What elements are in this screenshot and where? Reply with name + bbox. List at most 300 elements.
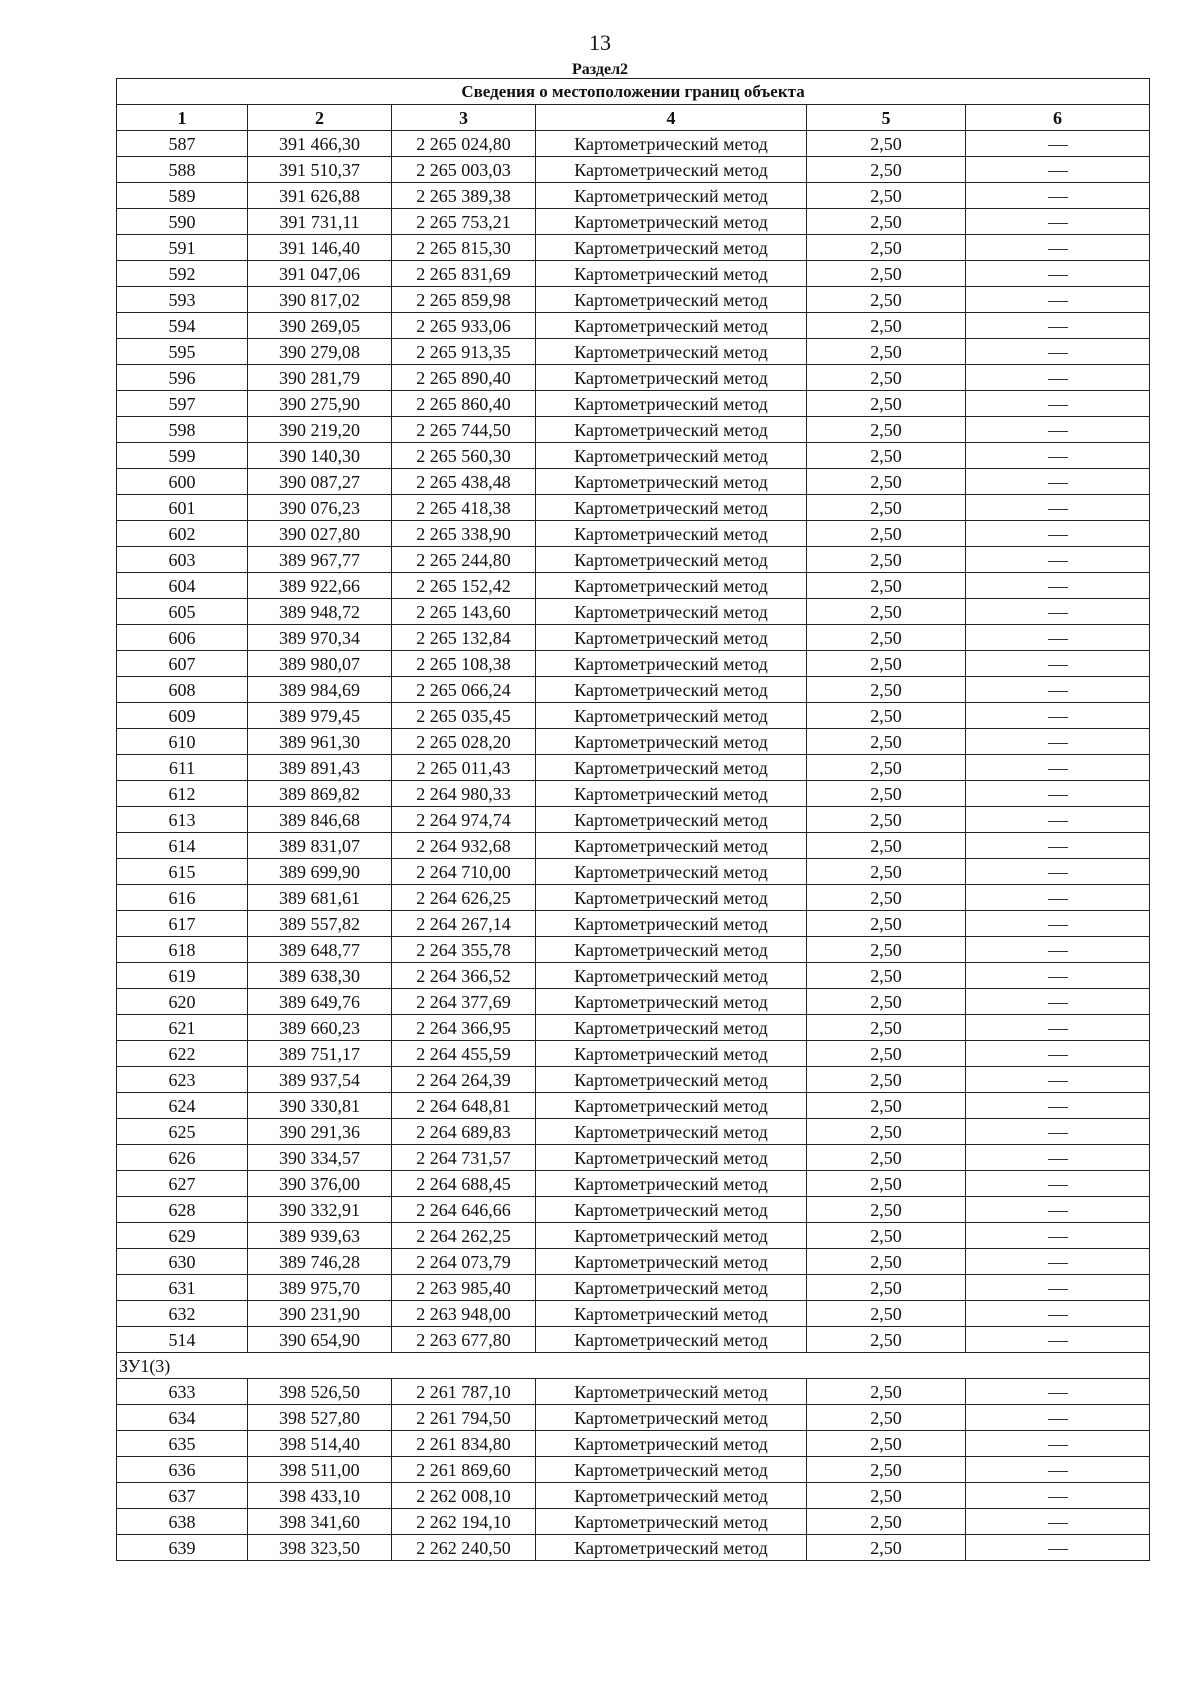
description-cell bbox=[966, 859, 1150, 885]
point-number-cell: 635 bbox=[117, 1431, 248, 1457]
table-row bbox=[117, 1119, 1150, 1145]
accuracy-cell: 2,50 bbox=[807, 963, 966, 989]
x-coordinate-cell: 398 511,00 bbox=[248, 1457, 392, 1483]
column-number-row bbox=[117, 105, 1150, 131]
point-number-cell: 615 bbox=[117, 859, 248, 885]
table-row bbox=[117, 261, 1150, 287]
table-row bbox=[117, 469, 1150, 495]
dash-icon bbox=[1048, 847, 1068, 848]
y-coordinate-cell: 2 264 455,59 bbox=[392, 1041, 536, 1067]
description-cell bbox=[966, 157, 1150, 183]
description-cell bbox=[966, 547, 1150, 573]
dash-icon bbox=[1048, 561, 1068, 562]
method-cell: Картометрический метод bbox=[536, 1535, 807, 1561]
y-coordinate-cell: 2 264 267,14 bbox=[392, 911, 536, 937]
accuracy-cell: 2,50 bbox=[807, 417, 966, 443]
table-row bbox=[117, 937, 1150, 963]
x-coordinate-cell: 389 961,30 bbox=[248, 729, 392, 755]
point-number-cell: 612 bbox=[117, 781, 248, 807]
dash-icon bbox=[1048, 1419, 1068, 1420]
x-coordinate-cell: 390 027,80 bbox=[248, 521, 392, 547]
y-coordinate-cell: 2 265 831,69 bbox=[392, 261, 536, 287]
dash-icon bbox=[1048, 171, 1068, 172]
y-coordinate-cell: 2 264 932,68 bbox=[392, 833, 536, 859]
method-cell: Картометрический метод bbox=[536, 313, 807, 339]
table-row bbox=[117, 1249, 1150, 1275]
point-number-cell: 609 bbox=[117, 703, 248, 729]
point-number-cell: 610 bbox=[117, 729, 248, 755]
method-cell: Картометрический метод bbox=[536, 885, 807, 911]
table-row bbox=[117, 599, 1150, 625]
accuracy-cell: 2,50 bbox=[807, 1405, 966, 1431]
method-cell: Картометрический метод bbox=[536, 1223, 807, 1249]
x-coordinate-cell: 389 699,90 bbox=[248, 859, 392, 885]
table-row bbox=[117, 859, 1150, 885]
dash-icon bbox=[1048, 1211, 1068, 1212]
table-row bbox=[117, 781, 1150, 807]
y-coordinate-cell: 2 265 108,38 bbox=[392, 651, 536, 677]
method-cell: Картометрический метод bbox=[536, 937, 807, 963]
point-number-cell: 598 bbox=[117, 417, 248, 443]
method-cell: Картометрический метод bbox=[536, 625, 807, 651]
method-cell: Картометрический метод bbox=[536, 755, 807, 781]
x-coordinate-cell: 390 376,00 bbox=[248, 1171, 392, 1197]
table-row bbox=[117, 625, 1150, 651]
table-row bbox=[117, 911, 1150, 937]
method-cell: Картометрический метод bbox=[536, 339, 807, 365]
accuracy-cell: 2,50 bbox=[807, 131, 966, 157]
dash-icon bbox=[1048, 145, 1068, 146]
table-row bbox=[117, 209, 1150, 235]
method-cell: Картометрический метод bbox=[536, 1041, 807, 1067]
table-row bbox=[117, 1483, 1150, 1509]
y-coordinate-cell: 2 264 073,79 bbox=[392, 1249, 536, 1275]
dash-icon bbox=[1048, 1523, 1068, 1524]
accuracy-cell: 2,50 bbox=[807, 365, 966, 391]
y-coordinate-cell: 2 265 753,21 bbox=[392, 209, 536, 235]
description-cell bbox=[966, 911, 1150, 937]
y-coordinate-cell: 2 265 860,40 bbox=[392, 391, 536, 417]
accuracy-cell: 2,50 bbox=[807, 1379, 966, 1405]
point-number-cell: 623 bbox=[117, 1067, 248, 1093]
y-coordinate-cell: 2 265 560,30 bbox=[392, 443, 536, 469]
point-number-cell: 630 bbox=[117, 1249, 248, 1275]
description-cell bbox=[966, 209, 1150, 235]
x-coordinate-cell: 390 332,91 bbox=[248, 1197, 392, 1223]
point-number-cell: 633 bbox=[117, 1379, 248, 1405]
dash-icon bbox=[1048, 1341, 1068, 1342]
description-cell bbox=[966, 1015, 1150, 1041]
accuracy-cell: 2,50 bbox=[807, 1067, 966, 1093]
point-number-cell: 590 bbox=[117, 209, 248, 235]
dash-icon bbox=[1048, 1471, 1068, 1472]
description-cell bbox=[966, 417, 1150, 443]
method-cell: Картометрический метод bbox=[536, 807, 807, 833]
description-cell bbox=[966, 1223, 1150, 1249]
method-cell: Картометрический метод bbox=[536, 599, 807, 625]
group-label: ЗУ1(3) bbox=[117, 1353, 1150, 1379]
x-coordinate-cell: 391 047,06 bbox=[248, 261, 392, 287]
point-number-cell: 631 bbox=[117, 1275, 248, 1301]
table-row bbox=[117, 1535, 1150, 1561]
table-row bbox=[117, 651, 1150, 677]
method-cell: Картометрический метод bbox=[536, 703, 807, 729]
x-coordinate-cell: 398 514,40 bbox=[248, 1431, 392, 1457]
dash-icon bbox=[1048, 1289, 1068, 1290]
y-coordinate-cell: 2 264 710,00 bbox=[392, 859, 536, 885]
accuracy-cell: 2,50 bbox=[807, 677, 966, 703]
description-cell bbox=[966, 1249, 1150, 1275]
table-row bbox=[117, 1405, 1150, 1431]
description-cell bbox=[966, 131, 1150, 157]
group-row bbox=[117, 1353, 1150, 1379]
description-cell bbox=[966, 1197, 1150, 1223]
x-coordinate-cell: 390 219,20 bbox=[248, 417, 392, 443]
description-cell bbox=[966, 521, 1150, 547]
dash-icon bbox=[1048, 587, 1068, 588]
point-number-cell: 600 bbox=[117, 469, 248, 495]
dash-icon bbox=[1048, 665, 1068, 666]
description-cell bbox=[966, 625, 1150, 651]
table-title: Сведения о местоположении границ объекта bbox=[117, 79, 1150, 105]
accuracy-cell: 2,50 bbox=[807, 235, 966, 261]
point-number-cell: 606 bbox=[117, 625, 248, 651]
x-coordinate-cell: 389 948,72 bbox=[248, 599, 392, 625]
method-cell: Картометрический метод bbox=[536, 235, 807, 261]
table-row bbox=[117, 417, 1150, 443]
x-coordinate-cell: 389 970,34 bbox=[248, 625, 392, 651]
point-number-cell: 613 bbox=[117, 807, 248, 833]
accuracy-cell: 2,50 bbox=[807, 833, 966, 859]
table-row bbox=[117, 729, 1150, 755]
x-coordinate-cell: 390 817,02 bbox=[248, 287, 392, 313]
y-coordinate-cell: 2 261 834,80 bbox=[392, 1431, 536, 1457]
x-coordinate-cell: 389 660,23 bbox=[248, 1015, 392, 1041]
table-row bbox=[117, 1093, 1150, 1119]
method-cell: Картометрический метод bbox=[536, 651, 807, 677]
accuracy-cell: 2,50 bbox=[807, 989, 966, 1015]
point-number-cell: 602 bbox=[117, 521, 248, 547]
dash-icon bbox=[1048, 509, 1068, 510]
y-coordinate-cell: 2 263 948,00 bbox=[392, 1301, 536, 1327]
y-coordinate-cell: 2 265 028,20 bbox=[392, 729, 536, 755]
method-cell: Картометрический метод bbox=[536, 1249, 807, 1275]
accuracy-cell: 2,50 bbox=[807, 911, 966, 937]
y-coordinate-cell: 2 264 646,66 bbox=[392, 1197, 536, 1223]
accuracy-cell: 2,50 bbox=[807, 1483, 966, 1509]
y-coordinate-cell: 2 264 355,78 bbox=[392, 937, 536, 963]
dash-icon bbox=[1048, 769, 1068, 770]
accuracy-cell: 2,50 bbox=[807, 1093, 966, 1119]
column-number: 5 bbox=[807, 105, 966, 131]
y-coordinate-cell: 2 264 688,45 bbox=[392, 1171, 536, 1197]
x-coordinate-cell: 389 681,61 bbox=[248, 885, 392, 911]
accuracy-cell: 2,50 bbox=[807, 183, 966, 209]
table-row bbox=[117, 391, 1150, 417]
point-number-cell: 594 bbox=[117, 313, 248, 339]
description-cell bbox=[966, 391, 1150, 417]
x-coordinate-cell: 391 466,30 bbox=[248, 131, 392, 157]
table-row bbox=[117, 833, 1150, 859]
point-number-cell: 616 bbox=[117, 885, 248, 911]
table-row bbox=[117, 547, 1150, 573]
point-number-cell: 593 bbox=[117, 287, 248, 313]
y-coordinate-cell: 2 264 974,74 bbox=[392, 807, 536, 833]
dash-icon bbox=[1048, 1133, 1068, 1134]
table-body bbox=[117, 79, 1150, 1561]
y-coordinate-cell: 2 261 794,50 bbox=[392, 1405, 536, 1431]
y-coordinate-cell: 2 265 003,03 bbox=[392, 157, 536, 183]
accuracy-cell: 2,50 bbox=[807, 651, 966, 677]
accuracy-cell: 2,50 bbox=[807, 209, 966, 235]
accuracy-cell: 2,50 bbox=[807, 729, 966, 755]
accuracy-cell: 2,50 bbox=[807, 1509, 966, 1535]
method-cell: Картометрический метод bbox=[536, 1067, 807, 1093]
dash-icon bbox=[1048, 873, 1068, 874]
y-coordinate-cell: 2 265 066,24 bbox=[392, 677, 536, 703]
description-cell bbox=[966, 1041, 1150, 1067]
dash-icon bbox=[1048, 379, 1068, 380]
x-coordinate-cell: 390 330,81 bbox=[248, 1093, 392, 1119]
description-cell bbox=[966, 807, 1150, 833]
dash-icon bbox=[1048, 1497, 1068, 1498]
point-number-cell: 601 bbox=[117, 495, 248, 521]
description-cell bbox=[966, 729, 1150, 755]
point-number-cell: 632 bbox=[117, 1301, 248, 1327]
y-coordinate-cell: 2 265 418,38 bbox=[392, 495, 536, 521]
point-number-cell: 603 bbox=[117, 547, 248, 573]
description-cell bbox=[966, 1483, 1150, 1509]
method-cell: Картометрический метод bbox=[536, 1457, 807, 1483]
accuracy-cell: 2,50 bbox=[807, 547, 966, 573]
point-number-cell: 619 bbox=[117, 963, 248, 989]
x-coordinate-cell: 390 275,90 bbox=[248, 391, 392, 417]
description-cell bbox=[966, 1067, 1150, 1093]
y-coordinate-cell: 2 264 689,83 bbox=[392, 1119, 536, 1145]
description-cell bbox=[966, 443, 1150, 469]
table-row bbox=[117, 989, 1150, 1015]
point-number-cell: 514 bbox=[117, 1327, 248, 1353]
x-coordinate-cell: 390 231,90 bbox=[248, 1301, 392, 1327]
dash-icon bbox=[1048, 977, 1068, 978]
description-cell bbox=[966, 781, 1150, 807]
description-cell bbox=[966, 1275, 1150, 1301]
point-number-cell: 591 bbox=[117, 235, 248, 261]
point-number-cell: 636 bbox=[117, 1457, 248, 1483]
dash-icon bbox=[1048, 1445, 1068, 1446]
point-number-cell: 588 bbox=[117, 157, 248, 183]
y-coordinate-cell: 2 265 132,84 bbox=[392, 625, 536, 651]
y-coordinate-cell: 2 264 366,52 bbox=[392, 963, 536, 989]
accuracy-cell: 2,50 bbox=[807, 313, 966, 339]
point-number-cell: 604 bbox=[117, 573, 248, 599]
x-coordinate-cell: 389 975,70 bbox=[248, 1275, 392, 1301]
method-cell: Картометрический метод bbox=[536, 391, 807, 417]
x-coordinate-cell: 389 557,82 bbox=[248, 911, 392, 937]
description-cell bbox=[966, 963, 1150, 989]
y-coordinate-cell: 2 264 262,25 bbox=[392, 1223, 536, 1249]
method-cell: Картометрический метод bbox=[536, 417, 807, 443]
dash-icon bbox=[1048, 1393, 1068, 1394]
point-number-cell: 608 bbox=[117, 677, 248, 703]
x-coordinate-cell: 391 731,11 bbox=[248, 209, 392, 235]
dash-icon bbox=[1048, 301, 1068, 302]
y-coordinate-cell: 2 265 024,80 bbox=[392, 131, 536, 157]
table-row bbox=[117, 287, 1150, 313]
method-cell: Картометрический метод bbox=[536, 1405, 807, 1431]
accuracy-cell: 2,50 bbox=[807, 1197, 966, 1223]
x-coordinate-cell: 390 291,36 bbox=[248, 1119, 392, 1145]
x-coordinate-cell: 389 979,45 bbox=[248, 703, 392, 729]
y-coordinate-cell: 2 265 389,38 bbox=[392, 183, 536, 209]
x-coordinate-cell: 390 140,30 bbox=[248, 443, 392, 469]
description-cell bbox=[966, 495, 1150, 521]
accuracy-cell: 2,50 bbox=[807, 1327, 966, 1353]
description-cell bbox=[966, 261, 1150, 287]
point-number-cell: 596 bbox=[117, 365, 248, 391]
dash-icon bbox=[1048, 717, 1068, 718]
table-row bbox=[117, 1171, 1150, 1197]
method-cell: Картометрический метод bbox=[536, 495, 807, 521]
table-row bbox=[117, 183, 1150, 209]
x-coordinate-cell: 398 526,50 bbox=[248, 1379, 392, 1405]
point-number-cell: 625 bbox=[117, 1119, 248, 1145]
method-cell: Картометрический метод bbox=[536, 963, 807, 989]
method-cell: Картометрический метод bbox=[536, 859, 807, 885]
x-coordinate-cell: 389 831,07 bbox=[248, 833, 392, 859]
dash-icon bbox=[1048, 743, 1068, 744]
description-cell bbox=[966, 1093, 1150, 1119]
accuracy-cell: 2,50 bbox=[807, 599, 966, 625]
x-coordinate-cell: 390 269,05 bbox=[248, 313, 392, 339]
x-coordinate-cell: 390 334,57 bbox=[248, 1145, 392, 1171]
dash-icon bbox=[1048, 1081, 1068, 1082]
description-cell bbox=[966, 1379, 1150, 1405]
column-number: 6 bbox=[966, 105, 1150, 131]
point-number-cell: 622 bbox=[117, 1041, 248, 1067]
table-row bbox=[117, 1379, 1150, 1405]
dash-icon bbox=[1048, 223, 1068, 224]
table-row bbox=[117, 495, 1150, 521]
dash-icon bbox=[1048, 483, 1068, 484]
dash-icon bbox=[1048, 405, 1068, 406]
method-cell: Картометрический метод bbox=[536, 261, 807, 287]
dash-icon bbox=[1048, 275, 1068, 276]
method-cell: Картометрический метод bbox=[536, 547, 807, 573]
point-number-cell: 639 bbox=[117, 1535, 248, 1561]
table-row bbox=[117, 131, 1150, 157]
description-cell bbox=[966, 703, 1150, 729]
point-number-cell: 627 bbox=[117, 1171, 248, 1197]
accuracy-cell: 2,50 bbox=[807, 1041, 966, 1067]
point-number-cell: 611 bbox=[117, 755, 248, 781]
y-coordinate-cell: 2 265 933,06 bbox=[392, 313, 536, 339]
y-coordinate-cell: 2 265 913,35 bbox=[392, 339, 536, 365]
table-row bbox=[117, 1067, 1150, 1093]
y-coordinate-cell: 2 265 152,42 bbox=[392, 573, 536, 599]
x-coordinate-cell: 398 341,60 bbox=[248, 1509, 392, 1535]
x-coordinate-cell: 398 527,80 bbox=[248, 1405, 392, 1431]
table-row bbox=[117, 885, 1150, 911]
y-coordinate-cell: 2 262 240,50 bbox=[392, 1535, 536, 1561]
x-coordinate-cell: 389 939,63 bbox=[248, 1223, 392, 1249]
x-coordinate-cell: 398 433,10 bbox=[248, 1483, 392, 1509]
table-row bbox=[117, 755, 1150, 781]
y-coordinate-cell: 2 265 244,80 bbox=[392, 547, 536, 573]
y-coordinate-cell: 2 264 366,95 bbox=[392, 1015, 536, 1041]
dash-icon bbox=[1048, 327, 1068, 328]
method-cell: Картометрический метод bbox=[536, 1301, 807, 1327]
x-coordinate-cell: 390 654,90 bbox=[248, 1327, 392, 1353]
description-cell bbox=[966, 573, 1150, 599]
accuracy-cell: 2,50 bbox=[807, 157, 966, 183]
accuracy-cell: 2,50 bbox=[807, 521, 966, 547]
y-coordinate-cell: 2 264 626,25 bbox=[392, 885, 536, 911]
dash-icon bbox=[1048, 1107, 1068, 1108]
accuracy-cell: 2,50 bbox=[807, 1301, 966, 1327]
accuracy-cell: 2,50 bbox=[807, 287, 966, 313]
x-coordinate-cell: 398 323,50 bbox=[248, 1535, 392, 1561]
x-coordinate-cell: 389 891,43 bbox=[248, 755, 392, 781]
method-cell: Картометрический метод bbox=[536, 287, 807, 313]
table-row bbox=[117, 235, 1150, 261]
accuracy-cell: 2,50 bbox=[807, 339, 966, 365]
y-coordinate-cell: 2 265 859,98 bbox=[392, 287, 536, 313]
section-label: Раздел2 bbox=[571, 61, 629, 78]
column-number: 2 bbox=[248, 105, 392, 131]
dash-icon bbox=[1048, 1159, 1068, 1160]
y-coordinate-cell: 2 265 011,43 bbox=[392, 755, 536, 781]
accuracy-cell: 2,50 bbox=[807, 859, 966, 885]
table-row bbox=[117, 703, 1150, 729]
description-cell bbox=[966, 755, 1150, 781]
accuracy-cell: 2,50 bbox=[807, 937, 966, 963]
point-number-cell: 629 bbox=[117, 1223, 248, 1249]
accuracy-cell: 2,50 bbox=[807, 1457, 966, 1483]
point-number-cell: 595 bbox=[117, 339, 248, 365]
dash-icon bbox=[1048, 1237, 1068, 1238]
description-cell bbox=[966, 599, 1150, 625]
accuracy-cell: 2,50 bbox=[807, 885, 966, 911]
table-row bbox=[117, 1223, 1150, 1249]
y-coordinate-cell: 2 261 869,60 bbox=[392, 1457, 536, 1483]
method-cell: Картометрический метод bbox=[536, 1509, 807, 1535]
point-number-cell: 620 bbox=[117, 989, 248, 1015]
x-coordinate-cell: 389 984,69 bbox=[248, 677, 392, 703]
dash-icon bbox=[1048, 821, 1068, 822]
method-cell: Картометрический метод bbox=[536, 833, 807, 859]
accuracy-cell: 2,50 bbox=[807, 755, 966, 781]
x-coordinate-cell: 389 649,76 bbox=[248, 989, 392, 1015]
y-coordinate-cell: 2 265 815,30 bbox=[392, 235, 536, 261]
y-coordinate-cell: 2 261 787,10 bbox=[392, 1379, 536, 1405]
description-cell bbox=[966, 1145, 1150, 1171]
dash-icon bbox=[1048, 1029, 1068, 1030]
dash-icon bbox=[1048, 535, 1068, 536]
dash-icon bbox=[1048, 1315, 1068, 1316]
description-cell bbox=[966, 1535, 1150, 1561]
y-coordinate-cell: 2 265 890,40 bbox=[392, 365, 536, 391]
page-number: 13 bbox=[589, 30, 611, 55]
method-cell: Картометрический метод bbox=[536, 183, 807, 209]
dash-icon bbox=[1048, 639, 1068, 640]
description-cell bbox=[966, 1457, 1150, 1483]
table-row bbox=[117, 677, 1150, 703]
table-row bbox=[117, 573, 1150, 599]
x-coordinate-cell: 389 746,28 bbox=[248, 1249, 392, 1275]
table-row bbox=[117, 1197, 1150, 1223]
description-cell bbox=[966, 313, 1150, 339]
